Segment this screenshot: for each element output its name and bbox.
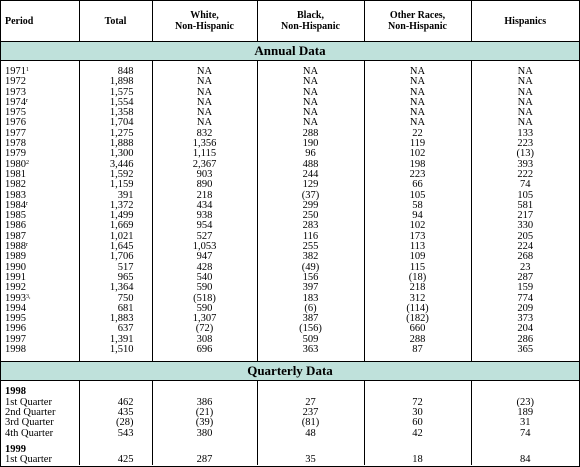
- value-cell: 190: [257, 139, 364, 149]
- period-cell: 1988$^r$: [5, 241, 28, 253]
- value-cell: 224: [471, 242, 579, 252]
- value-cell: 1,372: [79, 201, 152, 211]
- value-cell: NA: [471, 108, 579, 118]
- value-cell: 1,554: [79, 98, 152, 108]
- table-row: [1, 180, 579, 190]
- value-cell: 105: [364, 191, 471, 201]
- period-cell: 1975: [5, 107, 26, 119]
- value-cell: 1,704: [79, 118, 152, 128]
- value-cell: NA: [364, 67, 471, 77]
- value-cell: (114): [364, 304, 471, 314]
- value-cell: 308: [152, 335, 257, 345]
- value-cell: 268: [471, 252, 579, 262]
- value-cell: 183: [257, 294, 364, 304]
- value-cell: (18): [364, 273, 471, 283]
- value-cell: (6): [257, 304, 364, 314]
- value-cell: 159: [471, 283, 579, 293]
- value-cell: NA: [364, 118, 471, 128]
- period-cell: 1973: [5, 86, 26, 98]
- value-cell: 189: [471, 408, 579, 418]
- value-cell: 198: [364, 160, 471, 170]
- value-cell: 237: [257, 408, 364, 418]
- table-row: [1, 283, 579, 293]
- value-cell: (21): [152, 408, 257, 418]
- value-cell: 66: [364, 180, 471, 190]
- value-cell: 287: [152, 455, 257, 465]
- value-cell: 96: [257, 149, 364, 159]
- period-cell: 2nd Quarter: [5, 406, 56, 418]
- value-cell: 425: [79, 455, 152, 465]
- footnote-mark: 1: [26, 67, 29, 73]
- value-cell: 1,898: [79, 77, 152, 87]
- period-cell: 1990: [5, 261, 26, 273]
- value-cell: 312: [364, 294, 471, 304]
- value-cell: 590: [152, 304, 257, 314]
- value-cell: 1,883: [79, 314, 152, 324]
- value-cell: 58: [364, 201, 471, 211]
- value-cell: 1,307: [152, 314, 257, 324]
- header-row: [1, 1, 579, 42]
- value-cell: NA: [152, 88, 257, 98]
- value-cell: 938: [152, 211, 257, 221]
- value-cell: 1,300: [79, 149, 152, 159]
- footnote-mark: r: [26, 242, 28, 249]
- table-row: [1, 445, 579, 455]
- value-cell: 462: [79, 398, 152, 408]
- value-cell: 30: [364, 408, 471, 418]
- value-cell: NA: [152, 108, 257, 118]
- table-row: [1, 221, 579, 231]
- period-cell: 1979: [5, 148, 26, 160]
- table-row: [1, 108, 579, 118]
- table-row: [1, 429, 579, 439]
- table-row: [1, 387, 579, 397]
- value-cell: (182): [364, 314, 471, 324]
- table-row: [1, 314, 579, 324]
- value-cell: 954: [152, 221, 257, 231]
- table-row: [1, 139, 579, 149]
- value-cell: 115: [364, 263, 471, 273]
- value-cell: 1,888: [79, 139, 152, 149]
- period-cell: 1997: [5, 333, 26, 345]
- period-cell: 1977: [5, 127, 26, 139]
- value-cell: (28): [79, 418, 152, 428]
- value-cell: 382: [257, 252, 364, 262]
- period-cell: 1991: [5, 271, 26, 283]
- table-row: [1, 191, 579, 201]
- value-cell: 1,275: [79, 129, 152, 139]
- value-cell: 637: [79, 324, 152, 334]
- value-cell: NA: [257, 98, 364, 108]
- value-cell: NA: [152, 118, 257, 128]
- value-cell: 18: [364, 455, 471, 465]
- table-row: [1, 324, 579, 334]
- value-cell: NA: [364, 98, 471, 108]
- value-cell: 832: [152, 129, 257, 139]
- period-cell: $1993^{3,}$: [5, 292, 31, 304]
- value-cell: 393: [471, 160, 579, 170]
- value-cell: 244: [257, 170, 364, 180]
- header-total: Total: [79, 1, 152, 42]
- header-black: [257, 1, 364, 42]
- value-cell: 299: [257, 201, 364, 211]
- value-cell: 102: [364, 149, 471, 159]
- value-cell: 113: [364, 242, 471, 252]
- value-cell: 1,021: [79, 232, 152, 242]
- value-cell: 205: [471, 232, 579, 242]
- value-cell: 1,358: [79, 108, 152, 118]
- period-cell: 1972: [5, 76, 26, 88]
- table-row: [1, 201, 579, 211]
- value-cell: 23: [471, 263, 579, 273]
- value-cell: 173: [364, 232, 471, 242]
- value-cell: 890: [152, 180, 257, 190]
- value-cell: 2,367: [152, 160, 257, 170]
- period-cell: 1971$^1$: [5, 66, 29, 77]
- table-row: [1, 98, 579, 108]
- table-row: [1, 345, 579, 355]
- value-cell: 696: [152, 345, 257, 355]
- table-row: [1, 67, 579, 77]
- value-cell: NA: [257, 118, 364, 128]
- footnote-mark: 3,: [26, 293, 31, 300]
- value-cell: 204: [471, 324, 579, 334]
- value-cell: NA: [471, 98, 579, 108]
- period-cell: 1st Quarter: [5, 454, 52, 466]
- table-row: [1, 129, 579, 139]
- value-cell: 1,499: [79, 211, 152, 221]
- value-cell: 428: [152, 263, 257, 273]
- section-quarterly-label: Quarterly Data: [1, 362, 579, 381]
- period-cell: 1980$^2$: [5, 158, 29, 170]
- value-cell: 223: [364, 170, 471, 180]
- period-cell: 1984$^r$: [5, 199, 28, 211]
- value-cell: 94: [364, 211, 471, 221]
- value-cell: 750: [79, 294, 152, 304]
- period-cell: 1981: [5, 168, 26, 180]
- table-row: [1, 294, 579, 304]
- value-cell: 681: [79, 304, 152, 314]
- footnote-mark: 2: [26, 159, 29, 166]
- value-cell: 119: [364, 139, 471, 149]
- value-cell: 60: [364, 418, 471, 428]
- value-cell: 543: [79, 429, 152, 439]
- header-white: [152, 1, 257, 42]
- value-cell: 84: [471, 455, 579, 465]
- value-cell: NA: [152, 67, 257, 77]
- value-cell: (72): [152, 324, 257, 334]
- value-cell: 109: [364, 252, 471, 262]
- value-cell: 581: [471, 201, 579, 211]
- table-row: [1, 455, 579, 465]
- value-cell: 386: [152, 398, 257, 408]
- value-cell: (37): [257, 191, 364, 201]
- header-black-label: Black, Non-Hispanic: [281, 10, 340, 32]
- value-cell: NA: [471, 118, 579, 128]
- value-cell: 380: [152, 429, 257, 439]
- header-period: Period: [1, 1, 79, 42]
- value-cell: NA: [257, 108, 364, 118]
- table-row: [1, 118, 579, 128]
- value-cell: 1,592: [79, 170, 152, 180]
- value-cell: NA: [471, 77, 579, 87]
- value-cell: 72: [364, 398, 471, 408]
- value-cell: 87: [364, 345, 471, 355]
- value-cell: NA: [471, 67, 579, 77]
- period-cell: 1994: [5, 302, 26, 314]
- section-quarterly-row: [1, 362, 579, 381]
- table-row: [1, 242, 579, 252]
- value-cell: 287: [471, 273, 579, 283]
- value-cell: 774: [471, 294, 579, 304]
- value-cell: (156): [257, 324, 364, 334]
- value-cell: 330: [471, 221, 579, 231]
- value-cell: [79, 387, 152, 397]
- value-cell: 363: [257, 345, 364, 355]
- table-row: [1, 170, 579, 180]
- value-cell: 1,364: [79, 283, 152, 293]
- table-row: [1, 77, 579, 87]
- value-cell: 965: [79, 273, 152, 283]
- value-cell: 517: [79, 263, 152, 273]
- period-cell: 1987: [5, 230, 26, 242]
- value-cell: 133: [471, 129, 579, 139]
- value-cell: 391: [79, 191, 152, 201]
- household-data-table: [1, 1, 579, 465]
- value-cell: 35: [257, 455, 364, 465]
- value-cell: 209: [471, 304, 579, 314]
- value-cell: NA: [257, 67, 364, 77]
- value-cell: 74: [471, 180, 579, 190]
- table-row: [1, 408, 579, 418]
- header-other-label: Other Races, Non-Hispanic: [388, 10, 447, 32]
- header-white-label: White, Non-Hispanic: [175, 10, 234, 32]
- table-row: [1, 304, 579, 314]
- value-cell: [79, 445, 152, 455]
- value-cell: NA: [257, 88, 364, 98]
- table-row: [1, 160, 579, 170]
- period-cell: 1976: [5, 117, 26, 129]
- value-cell: 222: [471, 170, 579, 180]
- table-body: [1, 42, 579, 466]
- period-cell: 1996: [5, 323, 26, 335]
- value-cell: 288: [364, 335, 471, 345]
- value-cell: 1,669: [79, 221, 152, 231]
- value-cell: 1,645: [79, 242, 152, 252]
- section-annual-row: [1, 42, 579, 61]
- period-cell: 1989: [5, 251, 26, 263]
- header-hispanics: Hispanics: [471, 1, 579, 42]
- period-cell: 1999: [5, 443, 26, 455]
- value-cell: NA: [471, 88, 579, 98]
- value-cell: (81): [257, 418, 364, 428]
- value-cell: NA: [257, 77, 364, 87]
- table-row: [1, 335, 579, 345]
- value-cell: 660: [364, 324, 471, 334]
- table-row: [1, 398, 579, 408]
- value-cell: 373: [471, 314, 579, 324]
- value-cell: NA: [364, 88, 471, 98]
- value-cell: 105: [471, 191, 579, 201]
- value-cell: (39): [152, 418, 257, 428]
- value-cell: 387: [257, 314, 364, 324]
- value-cell: 250: [257, 211, 364, 221]
- period-cell: 3rd Quarter: [5, 417, 54, 429]
- value-cell: NA: [364, 108, 471, 118]
- period-cell: 1983: [5, 189, 26, 201]
- value-cell: 255: [257, 242, 364, 252]
- period-cell: 1st Quarter: [5, 396, 52, 408]
- value-cell: 217: [471, 211, 579, 221]
- table-row: [1, 252, 579, 262]
- table-row: [1, 88, 579, 98]
- value-cell: 286: [471, 335, 579, 345]
- value-cell: NA: [152, 98, 257, 108]
- value-cell: 488: [257, 160, 364, 170]
- period-cell: 1992: [5, 282, 26, 294]
- value-cell: 3,446: [79, 160, 152, 170]
- value-cell: 1,159: [79, 180, 152, 190]
- period-cell: 4th Quarter: [5, 427, 54, 439]
- table-row: [1, 211, 579, 221]
- section-annual-label: Annual Data: [1, 42, 579, 61]
- period-cell: 1985: [5, 210, 26, 222]
- value-cell: 434: [152, 201, 257, 211]
- table-row: [1, 232, 579, 242]
- value-cell: 1,053: [152, 242, 257, 252]
- value-cell: 223: [471, 139, 579, 149]
- period-cell: 1995: [5, 313, 26, 325]
- value-cell: 1,706: [79, 252, 152, 262]
- period-cell: 1978: [5, 138, 26, 150]
- value-cell: 218: [364, 283, 471, 293]
- value-cell: 435: [79, 408, 152, 418]
- period-cell: 1986: [5, 220, 26, 232]
- value-cell: 540: [152, 273, 257, 283]
- value-cell: 27: [257, 398, 364, 408]
- value-cell: NA: [152, 77, 257, 87]
- value-cell: 22: [364, 129, 471, 139]
- value-cell: 129: [257, 180, 364, 190]
- table-row: [1, 149, 579, 159]
- value-cell: 848: [79, 67, 152, 77]
- value-cell: 903: [152, 170, 257, 180]
- value-cell: (518): [152, 294, 257, 304]
- table-row: [1, 418, 579, 428]
- footnote-mark: r: [26, 97, 28, 104]
- period-cell: 1998: [5, 344, 26, 356]
- value-cell: (13): [471, 149, 579, 159]
- value-cell: 283: [257, 221, 364, 231]
- header-other: [364, 1, 471, 42]
- value-cell: 509: [257, 335, 364, 345]
- value-cell: 1,356: [152, 139, 257, 149]
- value-cell: 1,391: [79, 335, 152, 345]
- value-cell: 74: [471, 429, 579, 439]
- value-cell: 218: [152, 191, 257, 201]
- table-row: [1, 263, 579, 273]
- table-row: [1, 273, 579, 283]
- value-cell: 42: [364, 429, 471, 439]
- value-cell: 288: [257, 129, 364, 139]
- period-cell: 1974$^r$: [5, 96, 28, 108]
- value-cell: 397: [257, 283, 364, 293]
- value-cell: (49): [257, 263, 364, 273]
- value-cell: 48: [257, 429, 364, 439]
- footnote-mark: r: [26, 200, 28, 207]
- value-cell: 365: [471, 345, 579, 355]
- value-cell: 156: [257, 273, 364, 283]
- value-cell: 1,575: [79, 88, 152, 98]
- value-cell: NA: [364, 77, 471, 87]
- value-cell: 947: [152, 252, 257, 262]
- value-cell: 102: [364, 221, 471, 231]
- value-cell: (23): [471, 398, 579, 408]
- value-cell: 116: [257, 232, 364, 242]
- value-cell: 1,115: [152, 149, 257, 159]
- period-cell: 1998: [5, 386, 26, 398]
- value-cell: 31: [471, 418, 579, 428]
- value-cell: 1,510: [79, 345, 152, 355]
- period-cell: 1982: [5, 179, 26, 191]
- value-cell: 527: [152, 232, 257, 242]
- value-cell: 590: [152, 283, 257, 293]
